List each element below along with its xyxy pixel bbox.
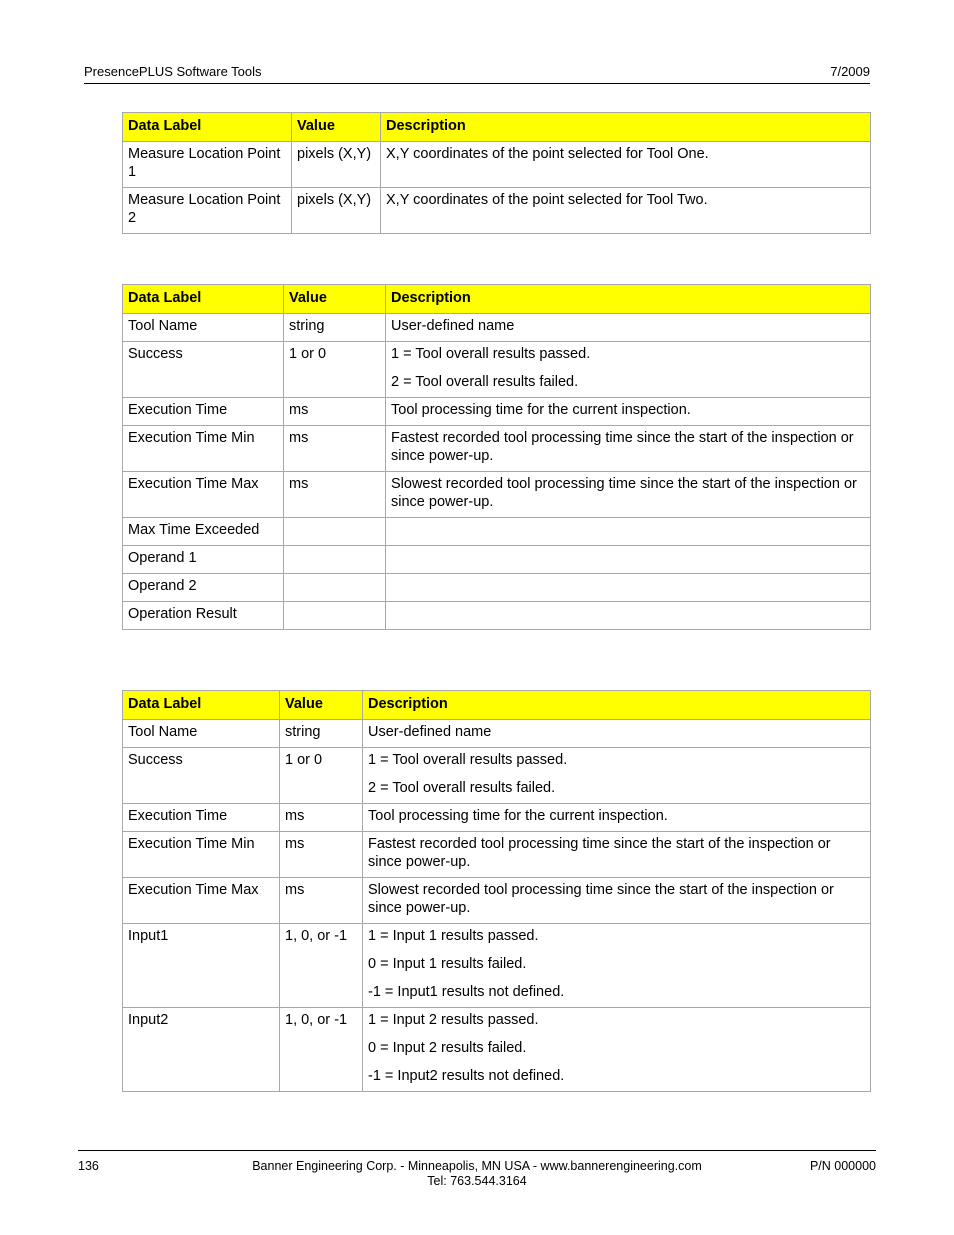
value-cell: 1, 0, or -1 — [280, 1008, 363, 1092]
value-cell: 1 or 0 — [284, 342, 386, 398]
value-cell: ms — [284, 472, 386, 518]
description-line: 2 = Tool overall results failed. — [368, 780, 556, 796]
data-table-logic-tool — [122, 690, 871, 1092]
data-label-cell: Input2 — [123, 1008, 280, 1092]
data-label-cell: Measure Location Point 1 — [123, 142, 292, 188]
company-info — [78, 1159, 876, 1189]
data-label-cell: Operation Result — [123, 602, 284, 630]
description-line — [391, 521, 866, 539]
column-header: Value — [280, 691, 363, 720]
description-cell — [386, 602, 871, 630]
description-line: 1 = Input 1 results passed. — [368, 928, 539, 944]
column-header: Description — [386, 285, 871, 314]
value-cell: pixels (X,Y) — [292, 188, 381, 234]
data-label-cell: Input1 — [123, 924, 280, 1008]
value-cell: ms — [280, 804, 363, 832]
description-cell — [386, 546, 871, 574]
table-row — [123, 342, 871, 398]
table-row — [123, 426, 871, 472]
data-label-cell: Operand 2 — [123, 574, 284, 602]
data-label-cell: Success — [123, 748, 280, 804]
data-label-cell: Operand 1 — [123, 546, 284, 574]
data-label-cell: Execution Time Min — [123, 426, 284, 472]
description-cell — [363, 1008, 871, 1092]
description-line: User-defined name — [391, 318, 515, 334]
data-label-cell: Execution Time — [123, 804, 280, 832]
table-row — [123, 720, 871, 748]
description-cell — [363, 924, 871, 1008]
description-line: Slowest recorded tool processing time since the start of the inspection or since power-up. — [391, 476, 857, 510]
table-row — [123, 398, 871, 426]
table-row — [123, 748, 871, 804]
description-line: 0 = Input 1 results failed. — [368, 956, 527, 972]
description-line: Slowest recorded tool processing time since the start of the inspection or since power-up. — [368, 882, 834, 916]
description-cell — [363, 748, 871, 804]
column-header: Description — [381, 113, 871, 142]
table-row — [123, 1008, 871, 1092]
data-label-cell: Tool Name — [123, 720, 280, 748]
data-label-cell: Max Time Exceeded — [123, 518, 284, 546]
table-row — [123, 602, 871, 630]
column-header: Data Label — [123, 285, 284, 314]
table-header-row — [123, 113, 871, 142]
table-row — [123, 314, 871, 342]
description-line — [391, 549, 866, 567]
table-row — [123, 142, 871, 188]
column-header: Description — [363, 691, 871, 720]
value-cell — [284, 602, 386, 630]
description-line: Tool processing time for the current inspection. — [368, 808, 668, 824]
data-label-cell: Execution Time — [123, 398, 284, 426]
table-row — [123, 188, 871, 234]
description-cell — [363, 804, 871, 832]
description-line: 1 = Tool overall results passed. — [368, 752, 568, 768]
data-table-measure-points — [122, 112, 871, 234]
value-cell: ms — [280, 878, 363, 924]
table-row — [123, 832, 871, 878]
description-cell — [381, 142, 871, 188]
company-line: Banner Engineering Corp. - Minneapolis, MN USA - www.bannerengineering.com — [252, 1159, 702, 1173]
data-label-cell: Execution Time Max — [123, 878, 280, 924]
description-cell — [386, 426, 871, 472]
table-row — [123, 574, 871, 602]
description-line: -1 = Input2 results not defined. — [368, 1068, 565, 1084]
description-line: Tool processing time for the current inspection. — [391, 402, 691, 418]
part-number: P/N 000000 — [809, 1159, 876, 1173]
table-row — [123, 518, 871, 546]
description-cell — [363, 878, 871, 924]
description-cell — [386, 314, 871, 342]
table-row — [123, 472, 871, 518]
value-cell: 1, 0, or -1 — [280, 924, 363, 1008]
value-cell: pixels (X,Y) — [292, 142, 381, 188]
document-date: 7/2009 — [830, 64, 870, 79]
column-header: Data Label — [123, 691, 280, 720]
column-header: Data Label — [123, 113, 292, 142]
data-table-math-tool — [122, 284, 871, 630]
data-label-cell: Tool Name — [123, 314, 284, 342]
value-cell: 1 or 0 — [280, 748, 363, 804]
table-header-row — [123, 285, 871, 314]
description-line: 1 = Input 2 results passed. — [368, 1012, 539, 1028]
description-line: User-defined name — [368, 724, 492, 740]
value-cell — [284, 518, 386, 546]
table-row — [123, 924, 871, 1008]
description-cell — [381, 188, 871, 234]
description-cell — [386, 398, 871, 426]
description-line — [391, 605, 866, 623]
data-label-cell: Execution Time Min — [123, 832, 280, 878]
description-cell — [386, 574, 871, 602]
description-line — [391, 577, 866, 595]
value-cell — [284, 574, 386, 602]
description-line: X,Y coordinates of the point selected for Tool One. — [386, 146, 709, 162]
data-label-cell: Measure Location Point 2 — [123, 188, 292, 234]
table-row — [123, 546, 871, 574]
description-cell — [363, 832, 871, 878]
table-row — [123, 804, 871, 832]
value-cell: ms — [280, 832, 363, 878]
description-cell — [386, 518, 871, 546]
description-line: X,Y coordinates of the point selected for Tool Two. — [386, 192, 708, 208]
page-header — [84, 64, 870, 84]
column-header: Value — [292, 113, 381, 142]
value-cell: string — [284, 314, 386, 342]
value-cell: ms — [284, 426, 386, 472]
data-label-cell: Execution Time Max — [123, 472, 284, 518]
column-header: Value — [284, 285, 386, 314]
telephone-line: Tel: 763.544.3164 — [427, 1174, 527, 1188]
page-footer — [78, 1150, 876, 1188]
description-cell — [386, 342, 871, 398]
table-header-row — [123, 691, 871, 720]
description-line: Fastest recorded tool processing time since the start of the inspection or since power-up. — [391, 430, 854, 464]
document-title: PresencePLUS Software Tools — [84, 64, 262, 79]
value-cell — [284, 546, 386, 574]
description-line: -1 = Input1 results not defined. — [368, 984, 565, 1000]
description-line: 0 = Input 2 results failed. — [368, 1040, 527, 1056]
description-line: 2 = Tool overall results failed. — [391, 374, 579, 390]
description-cell — [363, 720, 871, 748]
description-line: 1 = Tool overall results passed. — [391, 346, 591, 362]
value-cell: string — [280, 720, 363, 748]
data-label-cell: Success — [123, 342, 284, 398]
table-row — [123, 878, 871, 924]
page-number: 136 — [78, 1159, 99, 1173]
value-cell: ms — [284, 398, 386, 426]
description-line: Fastest recorded tool processing time since the start of the inspection or since power-up. — [368, 836, 831, 870]
description-cell — [386, 472, 871, 518]
